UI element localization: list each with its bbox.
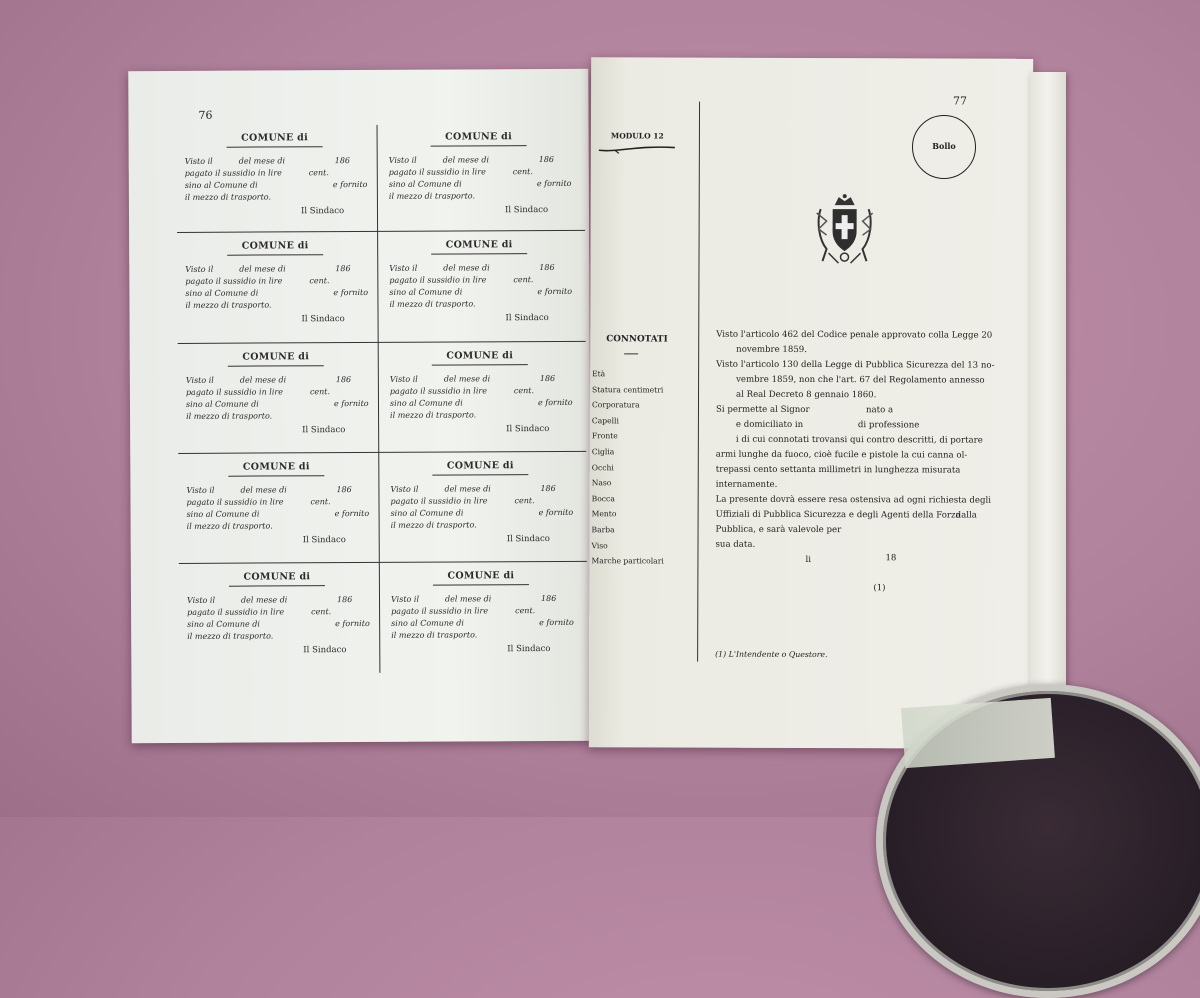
form-sindaco: Il Sindaco <box>506 534 550 545</box>
form-pagato: pagato il sussidio in lire <box>185 276 283 286</box>
connotati-title: CONNOTATI <box>606 334 668 345</box>
lens-reflection <box>901 698 1055 768</box>
form-cent: cent. <box>308 168 329 178</box>
form-sindaco: Il Sindaco <box>506 424 550 435</box>
comune-form <box>175 234 376 343</box>
form-pagato: pagato il sussidio in lire <box>390 496 488 506</box>
comune-title: COMUNE di <box>446 460 514 472</box>
form-fornito: e fornito <box>537 286 573 297</box>
form-anno: 186 <box>539 262 555 273</box>
connotati-field: Statura centimetri <box>592 384 664 395</box>
form-visto: Visto il <box>389 374 418 384</box>
title-underline <box>431 253 527 255</box>
form-mezzo: il mezzo di trasporto. <box>389 299 476 309</box>
body-line: Si permette al Signor <box>715 404 810 415</box>
form-pagato: pagato il sussidio in lire <box>185 387 283 397</box>
form-mezzo: il mezzo di trasporto. <box>391 630 478 640</box>
comune-form <box>175 126 376 235</box>
left-page <box>128 69 592 743</box>
body-line: al Real Decreto 8 gennaio 1860. <box>736 389 877 401</box>
form-visto: Visto il <box>389 263 418 273</box>
form-fornito: e fornito <box>537 397 573 408</box>
modulo-label: MODULO 12 <box>610 131 664 141</box>
form-pagato: pagato il sussidio in lire <box>389 386 487 396</box>
form-pagato: pagato il sussidio in lire <box>187 607 285 617</box>
connotati-field: Età <box>592 369 606 379</box>
connotati-field: Bocca <box>591 494 615 504</box>
form-anno: 186 <box>540 483 556 494</box>
title-underline <box>228 365 324 367</box>
comune-form <box>380 454 581 563</box>
body-line: nato a <box>865 405 894 416</box>
title-underline <box>227 146 323 148</box>
form-cent: cent. <box>515 606 536 616</box>
form-mese: del mese di <box>444 594 492 604</box>
form-visto: Visto il <box>186 485 215 495</box>
form-sino: sino al Comune di <box>388 179 462 189</box>
form-cent: cent. <box>512 167 533 177</box>
page-stack-edge <box>1030 72 1066 732</box>
form-fornito: e fornito <box>539 617 574 628</box>
stamp-circle <box>912 115 976 179</box>
connotati-field: Naso <box>591 478 612 488</box>
form-anno: 186 <box>336 485 352 495</box>
body-line: dalla <box>955 510 977 521</box>
body-line: internamente. <box>715 479 778 490</box>
form-cent: cent. <box>309 276 330 286</box>
form-cent: cent. <box>310 497 331 507</box>
comune-title: COMUNE di <box>242 351 310 363</box>
form-anno: 186 <box>538 154 555 165</box>
connotati-field: Viso <box>591 540 608 550</box>
form-sindaco: Il Sindaco <box>301 314 345 325</box>
form-mezzo: il mezzo di trasporto. <box>390 520 477 530</box>
form-visto: Visto il <box>185 375 214 385</box>
title-underline <box>229 585 325 587</box>
form-mese: del mese di <box>239 264 286 274</box>
form-sino: sino al Comune di <box>389 287 463 297</box>
form-anno: 186 <box>335 375 352 385</box>
connotati-field: Barba <box>591 525 615 535</box>
body-line: trepassi cento settanta millimetri in lunghezza misurata <box>715 464 961 476</box>
body-line: sua data. <box>715 539 756 550</box>
flourish-rule <box>597 141 677 155</box>
form-sino: sino al Comune di <box>389 398 463 408</box>
form-mese: del mese di <box>239 375 287 385</box>
form-visto: Visto il <box>390 484 419 494</box>
body-line: Visto l'articolo 462 del Codice penale approvato colla Legge 20 <box>716 329 993 341</box>
body-line: armi lunghe da fuoco, cioè fucile e pistole la cui canna ol- <box>715 449 968 461</box>
comune-title: COMUNE di <box>243 571 311 583</box>
body-line: Visto l'articolo 130 della Legge di Pubblica Sicurezza del 13 no- <box>716 359 995 371</box>
form-sindaco: Il Sindaco <box>302 535 346 546</box>
body-line: e domiciliato in <box>735 419 804 430</box>
form-mezzo: il mezzo di trasporto. <box>388 191 476 201</box>
form-sindaco: Il Sindaco <box>303 645 347 656</box>
form-mese: del mese di <box>238 156 286 166</box>
form-fornito: e fornito <box>332 179 368 190</box>
body-line: di professione <box>857 420 920 431</box>
form-cent: cent. <box>309 387 331 397</box>
form-mese: del mese di <box>240 485 287 495</box>
form-sino: sino al Comune di <box>185 399 259 409</box>
form-sino: sino al Comune di <box>391 618 465 628</box>
form-sino: sino al Comune di <box>186 509 260 519</box>
form-sindaco: Il Sindaco <box>505 313 549 324</box>
form-mese: del mese di <box>240 595 288 605</box>
form-cent: cent. <box>311 607 332 617</box>
connotati-field: Occhi <box>591 462 614 472</box>
comune-form <box>380 344 581 453</box>
form-sindaco: Il Sindaco <box>300 206 345 217</box>
form-pagato: pagato il sussidio in lire <box>389 275 487 285</box>
form-fornito: e fornito <box>538 507 574 518</box>
page-number: 77 <box>953 94 968 108</box>
form-mese: del mese di <box>443 263 490 273</box>
form-visto: Visto il <box>185 264 214 274</box>
comune-form <box>176 345 377 454</box>
form-cent: cent. <box>514 496 535 506</box>
signature-note-mark: (1) <box>873 583 886 594</box>
comune-form <box>379 233 580 342</box>
form-anno: 186 <box>540 593 557 604</box>
comune-title: COMUNE di <box>241 240 309 252</box>
form-mezzo: il mezzo di trasporto. <box>187 631 274 641</box>
date-place: li <box>805 554 811 566</box>
form-anno: 186 <box>539 373 556 384</box>
connotati-field: Ciglia <box>591 447 615 457</box>
stamp-label: Bollo <box>932 141 956 151</box>
form-pagato: pagato il sussidio in lire <box>186 497 284 507</box>
form-mezzo: il mezzo di trasporto. <box>186 521 273 531</box>
comune-title: COMUNE di <box>446 350 514 362</box>
form-pagato: pagato il sussidio in lire <box>388 167 486 177</box>
form-fornito: e fornito <box>333 398 369 409</box>
body-line: La presente dovrà essere resa ostensiva ad ogni richiesta degli <box>715 494 992 506</box>
connotati-divider <box>697 102 700 662</box>
form-sino: sino al Comune di <box>187 619 261 629</box>
form-mezzo: il mezzo di trasporto. <box>390 410 477 420</box>
title-underline <box>432 474 528 476</box>
form-fornito: e fornito <box>333 287 369 298</box>
comune-form <box>177 565 378 674</box>
form-visto: Visto il <box>186 595 216 605</box>
form-mese: del mese di <box>442 155 490 165</box>
comune-form <box>381 564 582 673</box>
page-number: 76 <box>198 108 213 122</box>
form-visto: Visto il <box>388 155 417 165</box>
comune-title: COMUNE di <box>445 239 513 251</box>
form-anno: 186 <box>334 156 351 166</box>
title-underline <box>227 254 323 256</box>
form-sino: sino al Comune di <box>185 288 259 298</box>
form-cent: cent. <box>513 386 535 396</box>
body-line: Uffiziali di Pubblica Sicurezza e degli Agenti della Forza <box>715 509 961 521</box>
comune-form <box>379 125 580 234</box>
magnifying-glass <box>876 684 1200 998</box>
connotati-field: Fronte <box>591 431 618 441</box>
form-mese: del mese di <box>444 484 491 494</box>
form-sindaco: Il Sindaco <box>504 205 549 216</box>
form-mese: del mese di <box>443 374 491 384</box>
form-sino: sino al Comune di <box>390 508 464 518</box>
comune-title: COMUNE di <box>445 131 513 143</box>
title-underline <box>228 475 324 477</box>
form-anno: 186 <box>336 595 353 605</box>
body-line: vembre 1859, non che l'art. 67 del Regolamento annesso <box>736 374 985 386</box>
title-underline <box>433 584 529 586</box>
connotati-rule <box>624 353 638 354</box>
form-pagato: pagato il sussidio in lire <box>391 606 489 616</box>
comune-title: COMUNE di <box>447 570 515 582</box>
form-fornito: e fornito <box>335 618 370 629</box>
comune-title: COMUNE di <box>242 461 310 473</box>
form-visto: Visto il <box>184 156 213 166</box>
connotati-field: Marche particolari <box>591 556 664 566</box>
title-underline <box>431 145 527 147</box>
connotati-field: Mento <box>591 509 617 519</box>
form-sindaco: Il Sindaco <box>507 644 551 655</box>
form-fornito: e fornito <box>536 178 572 189</box>
connotati-field: Corporatura <box>591 400 640 410</box>
body-line: Pubblica, e sarà valevole per <box>715 524 842 536</box>
connotati-field: Capelli <box>591 416 619 426</box>
form-fornito: e fornito <box>334 508 370 519</box>
royal-coat-of-arms-icon <box>812 191 876 269</box>
comune-form <box>176 455 377 564</box>
body-line: novembre 1859. <box>736 344 808 355</box>
comune-title: COMUNE di <box>241 132 309 144</box>
body-line: i di cui connotati trovansi qui contro descritti, di portare <box>735 434 983 446</box>
form-sindaco: Il Sindaco <box>302 425 346 436</box>
form-mezzo: il mezzo di trasporto. <box>184 192 272 202</box>
footnote: (1) L'Intendente o Questore. <box>715 649 828 660</box>
form-sino: sino al Comune di <box>184 180 258 190</box>
form-visto: Visto il <box>390 594 420 604</box>
title-underline <box>432 364 528 366</box>
form-anno: 186 <box>335 264 351 274</box>
form-pagato: pagato il sussidio in lire <box>184 168 282 178</box>
form-mezzo: il mezzo di trasporto. <box>185 300 272 310</box>
date-year: 18 <box>885 553 897 564</box>
form-cent: cent. <box>513 275 534 285</box>
form-mezzo: il mezzo di trasporto. <box>186 411 273 421</box>
